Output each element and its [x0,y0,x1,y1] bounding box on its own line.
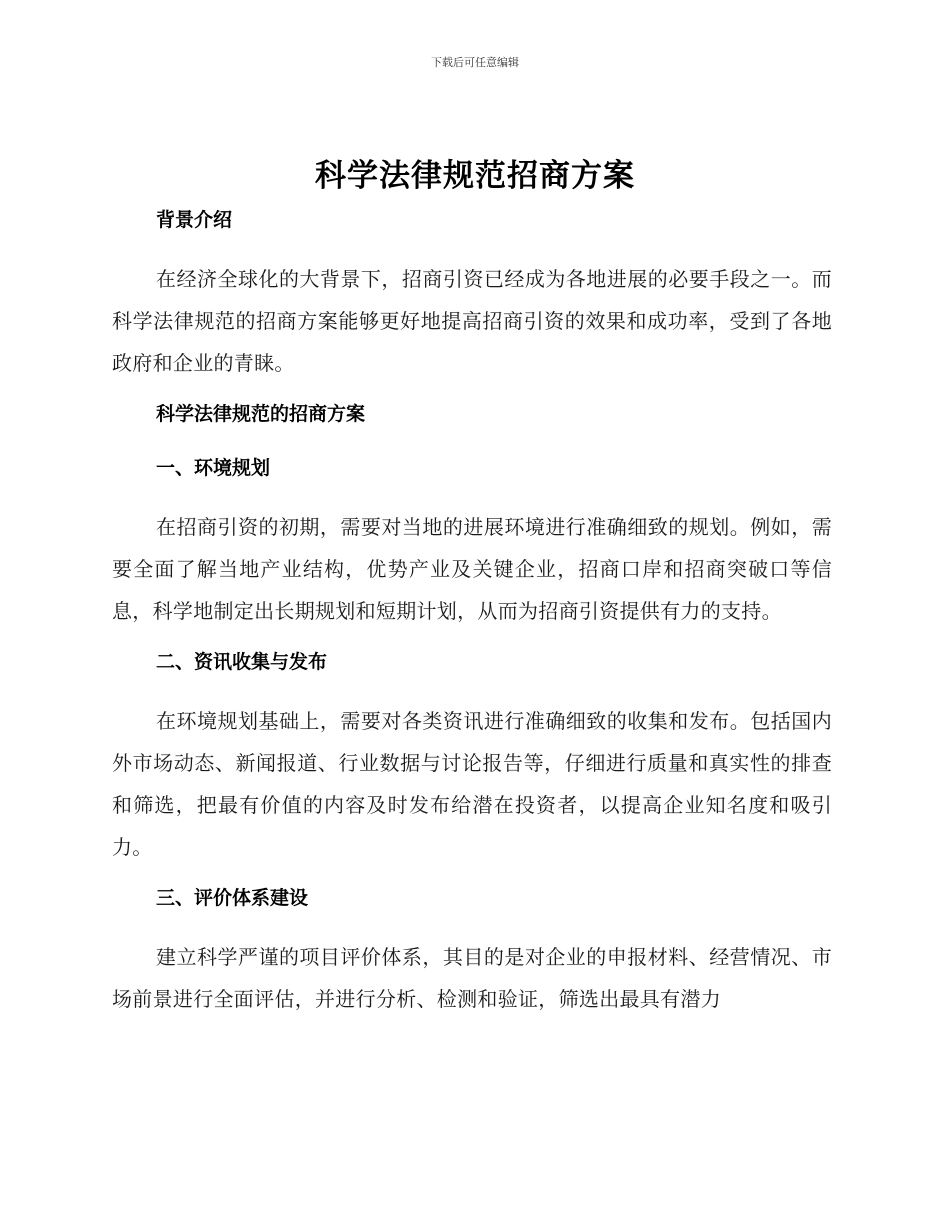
section-heading-plan: 科学法律规范的招商方案 [156,403,366,425]
paragraph-information: 在环境规划基础上，需要对各类资讯进行准确细致的收集和发布。包括国内外市场动态、新闻报道、行业数据与讨论报告等，仔细进行质量和真实性的排查和筛选，把最有价值的内容及时发布给潜在投资者，以提高企业知名度和吸引力。 [112,709,832,859]
section-heading-environment: 一、环境规划 [156,457,271,479]
document-body [112,204,832,1034]
section-heading-background: 背景介绍 [156,209,233,231]
paragraph-evaluation: 建立科学严谨的项目评价体系，其目的是对企业的申报材料、经营情况、市场前景进行全面评估，并进行分析、检测和验证，筛选出最具有潜力 [112,945,832,1011]
document-title: 科学法律规范招商方案 [315,158,635,194]
header-note: 下载后可任意编辑 [431,56,519,69]
section-heading-information: 二、资讯收集与发布 [156,651,328,673]
section-heading-evaluation: 三、评价体系建设 [156,887,309,909]
paragraph-background: 在经济全球化的大背景下，招商引资已经成为各地进展的必要手段之一。而科学法律规范的招商方案能够更好地提高招商引资的效果和成功率，受到了各地政府和企业的青睐。 [112,267,832,375]
paragraph-environment: 在招商引资的初期，需要对当地的进展环境进行准确细致的规划。例如，需要全面了解当地产业结构，优势产业及关键企业，招商口岸和招商突破口等信息，科学地制定出长期规划和短期计划，从而为招商引资提供有力的支持。 [112,515,832,623]
